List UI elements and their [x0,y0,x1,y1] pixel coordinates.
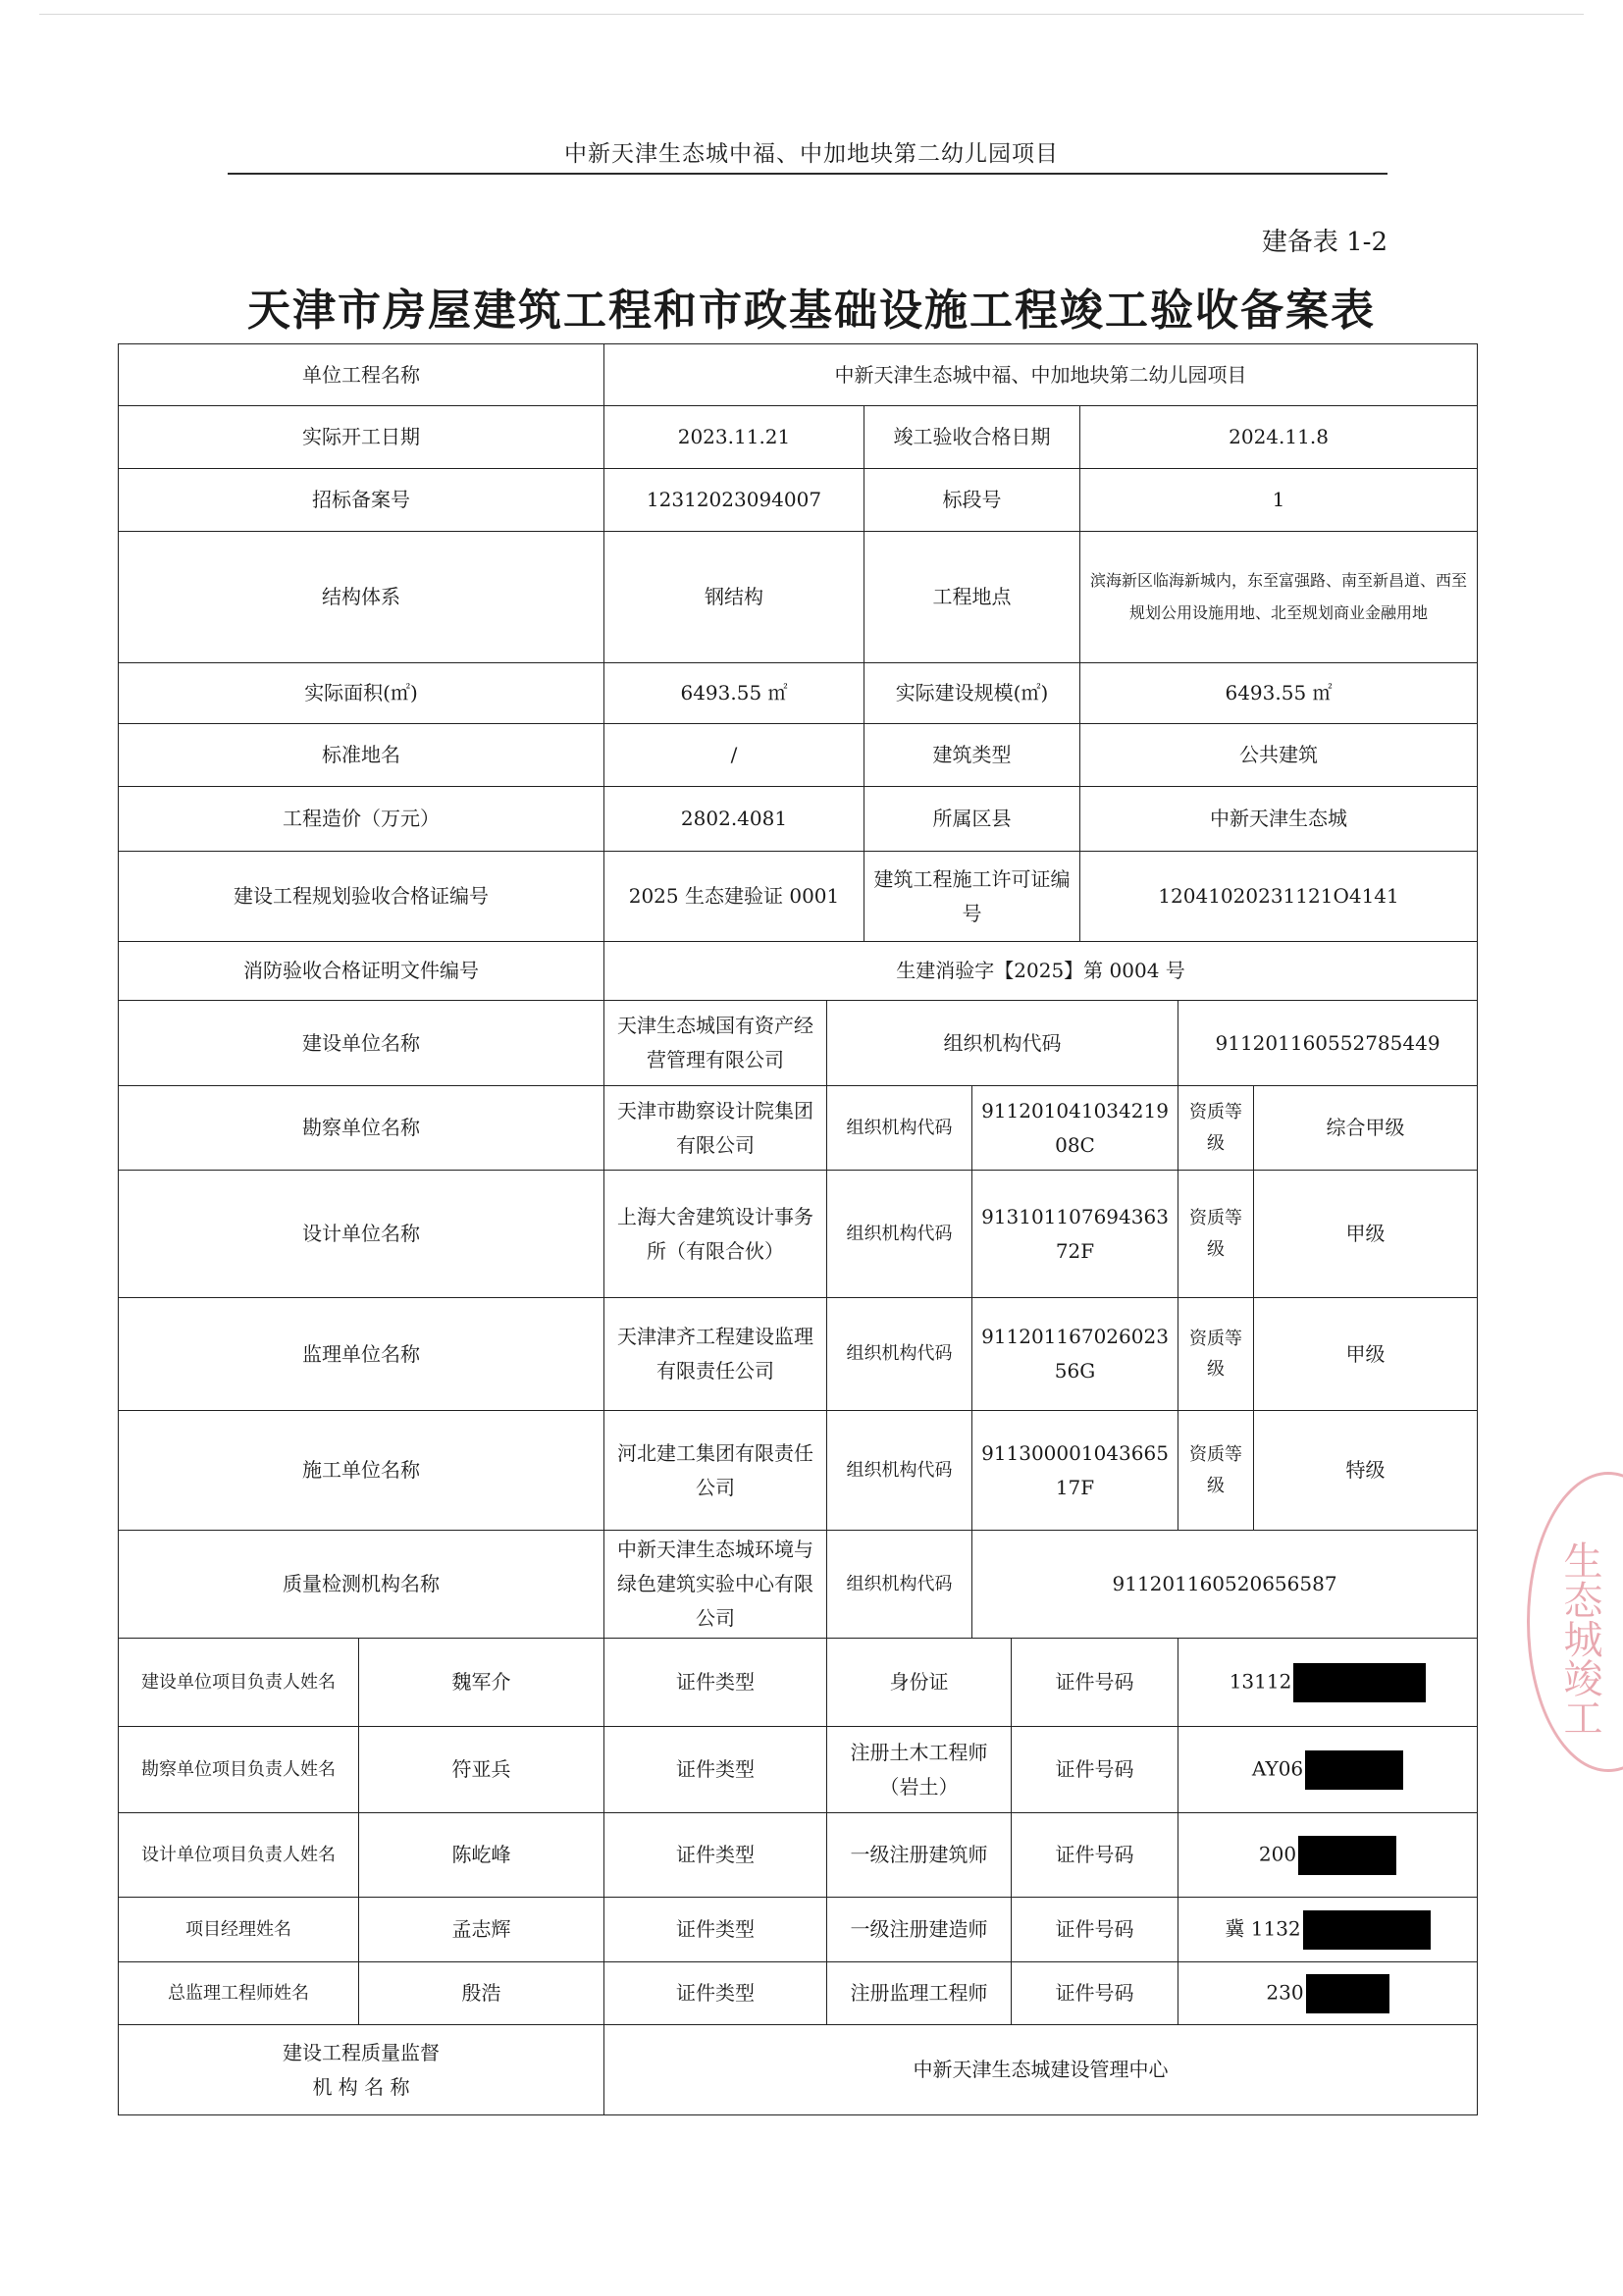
scan-edge [39,14,1584,15]
redaction-block [1303,1910,1431,1950]
person-role: 项目经理姓名 [119,1898,359,1962]
row-unit-project-name [119,344,1478,406]
label-actual-area: 实际面积(㎡) [119,663,604,724]
label-bid-record-no: 招标备案号 [119,469,604,532]
value-survey-unit: 天津市勘察设计院集团有限公司 [604,1086,827,1171]
redaction-block [1298,1836,1396,1875]
label-builder-unit: 建设单位名称 [119,1001,604,1086]
row-cost [119,787,1478,852]
label-survey-org-code: 组织机构代码 [827,1086,972,1171]
row-supervision-agency [119,2025,1478,2115]
label-contractor-unit: 施工单位名称 [119,1411,604,1531]
person-name: 符亚兵 [359,1727,604,1813]
label-supervision-unit: 监理单位名称 [119,1298,604,1411]
label-cert-no: 证件号码 [1012,1898,1178,1962]
value-contractor-unit: 河北建工集团有限责任公司 [604,1411,827,1531]
redaction-block [1293,1663,1426,1702]
value-design-qualification: 甲级 [1254,1171,1478,1298]
value-planning-cert: 2025 生态建验证 0001 [604,852,864,942]
row-bid [119,469,1478,532]
person-cert-type: 注册监理工程师 [827,1962,1012,2025]
value-project-cost: 2802.4081 [604,787,864,852]
value-building-type: 公共建筑 [1080,724,1478,787]
label-contractor-org-code: 组织机构代码 [827,1411,972,1531]
cert-no-text: 13112 [1229,1669,1292,1693]
label-supervision-org-code: 组织机构代码 [827,1298,972,1411]
person-name: 殷浩 [359,1962,604,2025]
person-name: 魏军介 [359,1639,604,1727]
label-construction-permit: 建筑工程施工许可证编号 [864,852,1080,942]
header-rule [228,173,1387,175]
label-design-qualification: 资质等级 [1178,1171,1254,1298]
value-builder-unit: 天津生态城国有资产经营管理有限公司 [604,1001,827,1086]
cert-no-text: 200 [1258,1842,1297,1865]
value-survey-qualification: 综合甲级 [1254,1086,1478,1171]
row-person-survey [119,1727,1478,1813]
person-cert-type: 一级注册建筑师 [827,1813,1012,1898]
value-supervision-unit: 天津津齐工程建设监理有限责任公司 [604,1298,827,1411]
label-structure-system: 结构体系 [119,532,604,663]
value-testing-org-code: 911201160520656587 [972,1531,1478,1639]
row-person-chief-supervisor [119,1962,1478,2025]
person-cert-no [1178,1813,1478,1898]
label-building-type: 建筑类型 [864,724,1080,787]
label-cert-no: 证件号码 [1012,1813,1178,1898]
label-start-date: 实际开工日期 [119,406,604,469]
value-fire-cert: 生建消验字【2025】第 0004 号 [604,942,1478,1001]
person-cert-no [1178,1639,1478,1727]
row-person-design [119,1813,1478,1898]
row-certs [119,852,1478,942]
label-supervision-qualification: 资质等级 [1178,1298,1254,1411]
value-supervision-org-code: 91120116702602356G [972,1298,1178,1411]
label-planning-cert: 建设工程规划验收合格证编号 [119,852,604,942]
person-role: 总监理工程师姓名 [119,1962,359,2025]
label-project-cost: 工程造价（万元） [119,787,604,852]
row-fire-cert [119,942,1478,1001]
person-role: 勘察单位项目负责人姓名 [119,1727,359,1813]
value-contractor-org-code: 91130000104366517F [972,1411,1178,1531]
form-number: 建备表 1-2 [1261,228,1387,257]
row-dates [119,406,1478,469]
label-completion-date: 竣工验收合格日期 [864,406,1080,469]
row-supervision-unit [119,1298,1478,1411]
label-testing-org-code: 组织机构代码 [827,1531,972,1639]
row-person-builder [119,1639,1478,1727]
label-unit-project-name: 单位工程名称 [119,344,604,406]
value-structure-system: 钢结构 [604,532,864,663]
row-contractor-unit [119,1411,1478,1531]
person-name: 陈屹峰 [359,1813,604,1898]
value-survey-org-code: 91120104103421908C [972,1086,1178,1171]
label-cert-no: 证件号码 [1012,1962,1178,2025]
value-district: 中新天津生态城 [1080,787,1478,852]
value-completion-date: 2024.11.8 [1080,406,1478,469]
label-builder-org-code: 组织机构代码 [827,1001,1178,1086]
label-design-unit: 设计单位名称 [119,1171,604,1298]
person-name: 孟志辉 [359,1898,604,1962]
label-cert-type: 证件类型 [604,1639,827,1727]
cert-no-text: AY06 [1251,1756,1304,1780]
label-line-2: 机 构 名 称 [312,2074,410,2099]
value-start-date: 2023.11.21 [604,406,864,469]
redaction-block [1306,1974,1389,2013]
value-section-no: 1 [1080,469,1478,532]
label-survey-unit: 勘察单位名称 [119,1086,604,1171]
label-section-no: 标段号 [864,469,1080,532]
label-project-location: 工程地点 [864,532,1080,663]
value-supervision-agency: 中新天津生态城建设管理中心 [604,2025,1478,2115]
label-cert-no: 证件号码 [1012,1639,1178,1727]
row-builder-unit [119,1001,1478,1086]
row-person-manager [119,1898,1478,1962]
row-testing-unit [119,1531,1478,1639]
cert-no-text: 230 [1266,1980,1304,2004]
value-supervision-qualification: 甲级 [1254,1298,1478,1411]
value-construction-permit: 12041020231121O4141 [1080,852,1478,942]
person-role: 设计单位项目负责人姓名 [119,1813,359,1898]
person-cert-type: 注册土木工程师（岩土） [827,1727,1012,1813]
person-role: 建设单位项目负责人姓名 [119,1639,359,1727]
label-cert-type: 证件类型 [604,1813,827,1898]
person-cert-no [1178,1898,1478,1962]
person-cert-type: 身份证 [827,1639,1012,1727]
cert-no-text: 冀 1132 [1225,1916,1301,1940]
stamp-text: 生态城竣工 [1557,1540,1602,1737]
record-form-table [118,343,1478,2115]
label-cert-no: 证件号码 [1012,1727,1178,1813]
value-testing-unit: 中新天津生态城环境与绿色建筑实验中心有限公司 [604,1531,827,1639]
label-standard-place-name: 标准地名 [119,724,604,787]
label-line-1: 建设工程质量监督 [283,2040,440,2064]
label-supervision-agency [119,2025,604,2115]
label-fire-cert: 消防验收合格证明文件编号 [119,942,604,1001]
label-district: 所属区县 [864,787,1080,852]
redaction-block [1305,1750,1403,1790]
label-cert-type: 证件类型 [604,1727,827,1813]
row-place [119,724,1478,787]
value-actual-scale: 6493.55 ㎡ [1080,663,1478,724]
row-survey-unit [119,1086,1478,1171]
row-structure [119,532,1478,663]
label-design-org-code: 组织机构代码 [827,1171,972,1298]
person-cert-no [1178,1962,1478,2025]
document-title: 天津市房屋建筑工程和市政基础设施工程竣工验收备案表 [247,286,1376,336]
value-unit-project-name: 中新天津生态城中福、中加地块第二幼儿园项目 [604,344,1478,406]
person-cert-type: 一级注册建造师 [827,1898,1012,1962]
value-design-unit: 上海大舍建筑设计事务所（有限合伙） [604,1171,827,1298]
label-testing-unit: 质量检测机构名称 [119,1531,604,1639]
label-actual-scale: 实际建设规模(㎡) [864,663,1080,724]
label-cert-type: 证件类型 [604,1898,827,1962]
running-header: 中新天津生态城中福、中加地块第二幼儿园项目 [564,141,1059,167]
label-contractor-qualification: 资质等级 [1178,1411,1254,1531]
label-cert-type: 证件类型 [604,1962,827,2025]
value-contractor-qualification: 特级 [1254,1411,1478,1531]
person-cert-no [1178,1727,1478,1813]
value-actual-area: 6493.55 ㎡ [604,663,864,724]
label-survey-qualification: 资质等级 [1178,1086,1254,1171]
row-area [119,663,1478,724]
row-design-unit [119,1171,1478,1298]
value-standard-place-name: / [604,724,864,787]
value-project-location: 滨海新区临海新城内，东至富强路、南至新昌道、西至规划公用设施用地、北至规划商业金融用地 [1080,532,1478,663]
value-design-org-code: 91310110769436372F [972,1171,1178,1298]
value-builder-org-code: 911201160552785449 [1178,1001,1478,1086]
value-bid-record-no: 12312023094007 [604,469,864,532]
